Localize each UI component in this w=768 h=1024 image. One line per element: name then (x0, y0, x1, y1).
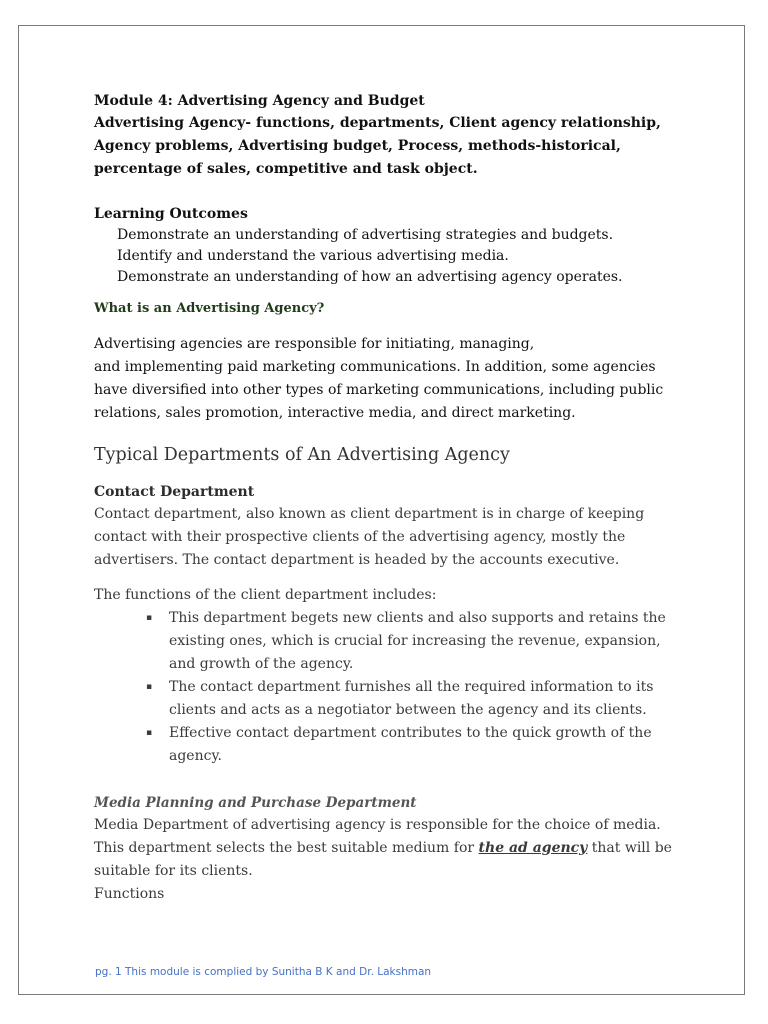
list-item (146, 607, 684, 676)
list-item (146, 722, 684, 768)
functions-intro: The functions of the client department includes: (94, 587, 437, 603)
bullet-marker: ▪ (146, 682, 153, 692)
module-title: Module 4: Advertising Agency and Budget (94, 93, 425, 109)
contact-functions-list (94, 607, 684, 768)
page-footer: pg. 1 This module is complied by Sunitha B K and Dr. Lakshman (95, 966, 432, 978)
learning-outcome-item: Identify and understand the various advertising media. (117, 248, 509, 264)
bullet-marker: ▪ (146, 728, 153, 738)
module-topics: Advertising Agency- functions, departments, Client agency relationship, Agency problems, Advertising budget, Process, methods-historical, percentage of sales, competitive and task object. (94, 115, 661, 177)
bullet-marker: ▪ (146, 613, 153, 623)
contact-department-paragraph: Contact department, also known as client department is in charge of keeping contact with their prospective clients of the advertising agency, mostly the advertisers. The contact department is headed by the accounts executive. (94, 506, 645, 568)
page-content (94, 90, 684, 906)
media-para-part2: that will be suitable for its clients. (94, 840, 672, 879)
media-department-paragraph (94, 814, 684, 883)
list-item-text: This department begets new clients and also supports and retains the existing ones, which is crucial for increasing the revenue, expansion, and growth of the agency. (169, 610, 666, 672)
learning-outcome-item: Demonstrate an understanding of advertising strategies and budgets. (117, 227, 614, 243)
learning-outcome-item: Demonstrate an understanding of how an advertising agency operates. (117, 269, 623, 285)
what-is-agency-heading: What is an Advertising Agency? (94, 301, 325, 316)
departments-heading: Typical Departments of An Advertising Agency (94, 445, 510, 465)
list-item-text: Effective contact department contributes to the quick growth of the agency. (169, 725, 652, 764)
list-item (146, 676, 684, 722)
ad-agency-link[interactable]: the ad agency (478, 840, 588, 856)
media-department-heading: Media Planning and Purchase Department (94, 795, 417, 811)
paragraph-rest: and implementing paid marketing communications. In addition, some agencies have diversified into other types of marketing communications, including public relations, sales promotion, interactive media, and direct marketing. (94, 359, 664, 421)
contact-department-heading: Contact Department (94, 484, 255, 500)
media-para-part1: Media Department of advertising agency is responsible for the choice of media. This department selects the best suitable medium for (94, 817, 661, 856)
what-is-agency-paragraph (94, 333, 684, 425)
functions-label: Functions (94, 886, 165, 902)
list-item-text: The contact department furnishes all the required information to its clients and acts as a negotiator between the agency and its clients. (169, 679, 654, 718)
learning-outcomes-heading: Learning Outcomes (94, 206, 248, 222)
paragraph-line-1: Advertising agencies are responsible for initiating, managing, (94, 336, 535, 352)
document-page (18, 25, 745, 995)
learning-outcomes-list (94, 225, 684, 288)
